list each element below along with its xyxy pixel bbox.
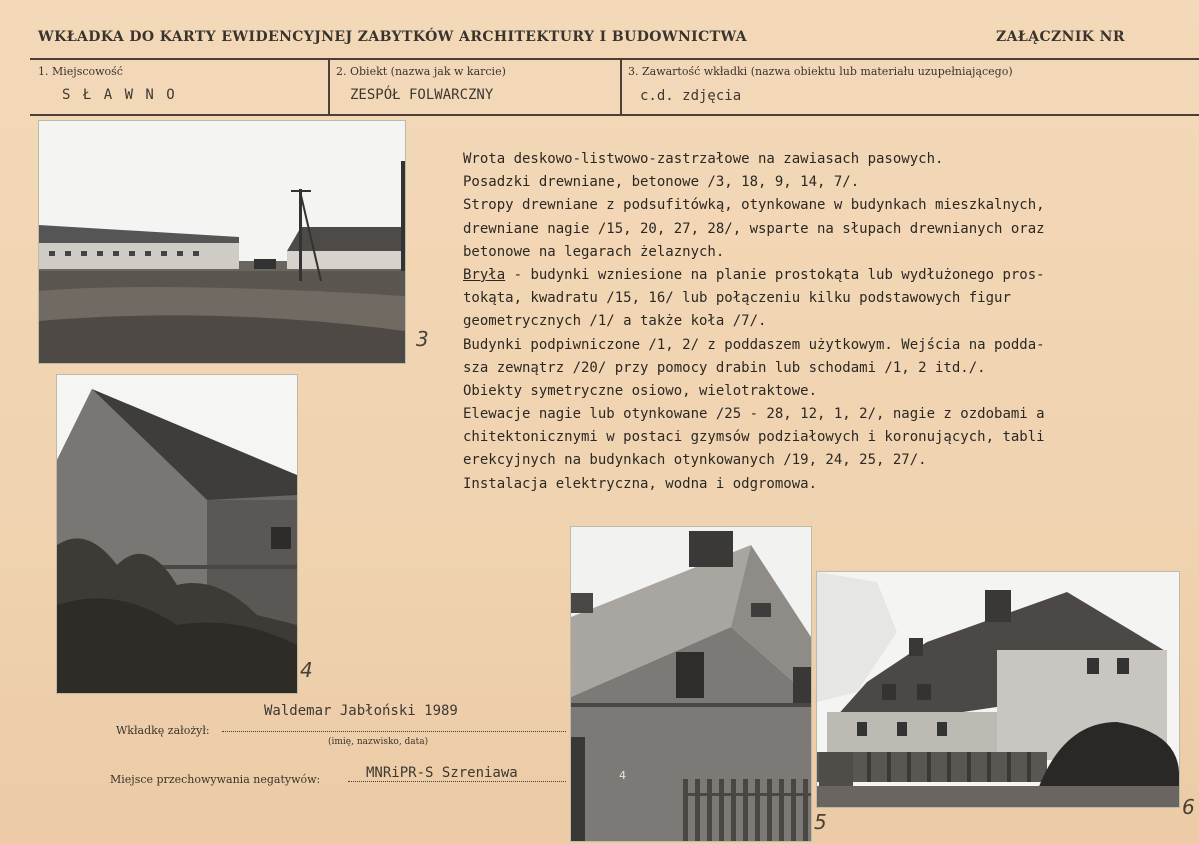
field-1-label: 1. Miejscowość xyxy=(38,65,123,78)
photo-farmyard xyxy=(38,120,406,364)
field-2-value: ZESPÓŁ FOLWARCZNY xyxy=(350,87,494,103)
storage-value: MNRiPR-S Szreniawa xyxy=(366,765,518,781)
photo-brick-barn xyxy=(56,374,298,694)
text-line: Instalacja elektryczna, wodna i odgromowa. xyxy=(463,475,818,492)
header xyxy=(0,0,1199,60)
annex-label: ZAŁĄCZNIK NR xyxy=(996,29,1125,45)
text-line: sza zewnątrz /20/ przy pomocy drabin lub schodami /1, 2 itd./. xyxy=(463,359,986,376)
field-2-label: 2. Obiekt (nazwa jak w karcie) xyxy=(336,65,506,78)
field-3-value: c.d. zdjęcia xyxy=(640,88,742,104)
author-hint: (imię, nazwisko, data) xyxy=(328,737,429,747)
field-divider-1 xyxy=(328,58,330,115)
photo-inner-number: 4 xyxy=(619,769,626,782)
author-dotted-line xyxy=(222,731,566,732)
photo-number-6: 6 xyxy=(1182,795,1195,819)
photo-number-3: 3 xyxy=(416,327,429,351)
text-line: Stropy drewniane z podsufitówką, otynkowane w budynkach mieszkalnych, xyxy=(463,197,1045,214)
header-rule xyxy=(30,58,1199,60)
storage-label: Miejsce przechowywania negatywów: xyxy=(110,773,321,786)
text-line: Budynki podpiwniczone /1, 2/ z poddaszem użytkowym. Wejścia na podda- xyxy=(463,336,1045,353)
photo-gabled-house xyxy=(570,526,812,842)
text-line xyxy=(463,264,1183,287)
text-line: Wrota deskowo-listwowo-zastrzałowe na zawiasach pasowych. xyxy=(463,151,944,167)
field-3-label: 3. Zawartość wkładki (nazwa obiektu lub materiału uzupełniającego) xyxy=(628,65,1013,78)
text-line: Posadzki drewniane, betonowe /3, 18, 9, 14, 7/. xyxy=(463,174,860,191)
description-text xyxy=(463,148,1183,496)
storage-dotted-line xyxy=(348,781,566,782)
text-line: erekcyjnych na budynkach otynkowanych /19, 24, 25, 27/. xyxy=(463,452,927,469)
text-line: geometrycznych /1/ a także koła /7/. xyxy=(463,313,767,330)
author-label: Wkładkę założył: xyxy=(116,724,210,737)
document-title: WKŁADKA DO KARTY EWIDENCYJNEJ ZABYTKÓW ARCHITEKTURY I BUDOWNICTWA xyxy=(38,29,747,45)
text-line: Obiekty symetryczne osiowo, wielotraktowe. xyxy=(463,382,818,399)
text-fragment: - budynki wzniesione na planie prostokąta lub wydłużonego pros- xyxy=(505,266,1045,283)
field-1-value: S Ł A W N O xyxy=(62,87,177,103)
author-value: Waldemar Jabłoński 1989 xyxy=(264,703,458,719)
text-line: betonowe na legarach żelaznych. xyxy=(463,243,725,260)
field-row-rule xyxy=(30,114,1199,116)
text-line: Elewacje nagie lub otynkowane /25 - 28, 12, 1, 2/, nagie z ozdobami a xyxy=(463,406,1045,423)
field-divider-2 xyxy=(620,58,622,115)
photo-number-4: 4 xyxy=(300,658,313,682)
text-line: drewniane nagie /15, 20, 27, 28/, wsparte na słupach drewnianych oraz xyxy=(463,220,1045,237)
photo-number-5: 5 xyxy=(814,810,827,834)
text-line: chitektonicznymi w postaci gzymsów podziałowych i koronujących, tabli xyxy=(463,429,1045,446)
section-heading: Bryła xyxy=(463,266,506,283)
text-line: tokąta, kwadratu /15, 16/ lub połączeniu kilku podstawowych figur xyxy=(463,290,1011,307)
photo-residential-building xyxy=(816,571,1180,808)
